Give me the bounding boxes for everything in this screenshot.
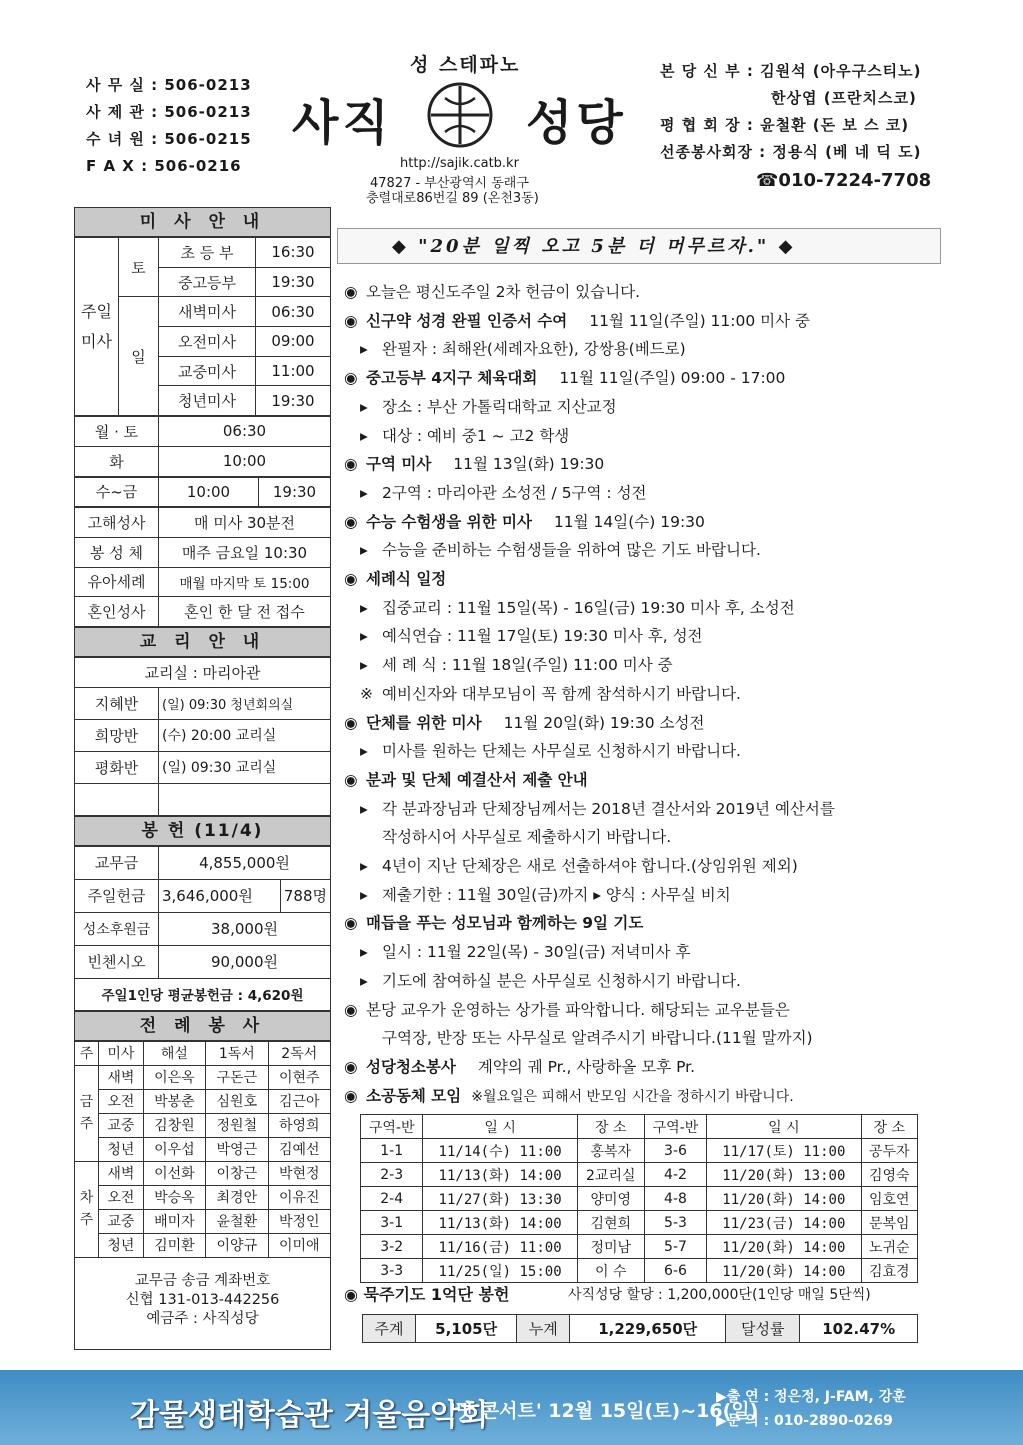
notice-item bbox=[344, 510, 705, 532]
notice-bullet: ▸ bbox=[360, 426, 368, 445]
notice-item bbox=[360, 682, 741, 704]
liturgy-cell: 박정인 bbox=[268, 1209, 330, 1233]
district-cell: 5-7 bbox=[644, 1235, 706, 1259]
liturgy-cell: 박현정 bbox=[268, 1161, 330, 1185]
address-line: 충렬대로86번길 89 (온천3동) bbox=[366, 191, 539, 206]
district-cell: 3-6 bbox=[644, 1139, 706, 1163]
contact-row: 사 제 관 : 506-0213 bbox=[86, 103, 252, 121]
notice-detail: 11월 20일(화) 19:30 소성전 bbox=[503, 713, 705, 732]
notice-text: 대상 : 예비 중1 ~ 고2 학생 bbox=[382, 426, 570, 445]
notice-bullet: ◉ bbox=[344, 455, 358, 474]
banner-contact: ▶문 의 : 010-2890-0269 bbox=[716, 1413, 893, 1429]
liturgy-table bbox=[74, 1041, 331, 1258]
liturgy-cell: 이유진 bbox=[268, 1185, 330, 1209]
liturgy-cell: 심원호 bbox=[206, 1089, 268, 1113]
liturgy-cell: 정원철 bbox=[206, 1113, 268, 1137]
notice-text: 일시 : 11월 22일(목) - 30일(금) 저녁미사 후 bbox=[382, 943, 691, 962]
concert-banner[interactable] bbox=[0, 1370, 1023, 1445]
phone-number: ☎010-7224-7708 bbox=[756, 170, 932, 191]
rosary-cell: 102.47% bbox=[800, 1315, 918, 1343]
rosary-cell: 누계 bbox=[517, 1315, 570, 1343]
notice-bullet: ▸ bbox=[360, 541, 368, 560]
mass-name: 중고등부 bbox=[159, 267, 256, 297]
offering-type: 성소후원금 bbox=[75, 912, 159, 945]
catechism-title: 교 리 안 내 bbox=[74, 627, 331, 657]
account-line: 예금주 : 사직성당 bbox=[146, 1310, 259, 1327]
sacrament: 혼인성사 bbox=[75, 597, 159, 627]
liturgy-cell: 청년 bbox=[99, 1137, 144, 1161]
weekday: 수~금 bbox=[75, 477, 159, 507]
district-cell: 문복임 bbox=[861, 1211, 917, 1235]
notice-item bbox=[344, 768, 588, 790]
district-head: 장 소 bbox=[861, 1115, 917, 1139]
liturgy-cell: 이은옥 bbox=[143, 1065, 205, 1089]
catechism-table bbox=[74, 657, 331, 816]
notice-item bbox=[344, 711, 704, 733]
contact-row: F A X : 506-0216 bbox=[86, 157, 242, 175]
notice-text: 각 분과장님과 단체장님께서는 2018년 결산서와 2019년 예산서를 bbox=[382, 799, 835, 818]
notice-item bbox=[360, 424, 569, 446]
notice-item bbox=[344, 309, 810, 331]
district-cell: 11/16(금) 11:00 bbox=[423, 1235, 577, 1259]
week-label: 금주 bbox=[75, 1065, 99, 1161]
district-head: 구역-반 bbox=[361, 1115, 423, 1139]
offering-type: 주일헌금 bbox=[75, 879, 159, 912]
liturgy-cell: 교중 bbox=[99, 1113, 144, 1137]
notice-detail: 11월 14일(수) 19:30 bbox=[553, 512, 705, 531]
notice-bullet: ◉ bbox=[344, 570, 358, 588]
district-cell: 이 수 bbox=[577, 1259, 644, 1283]
liturgy-cell: 박봉춘 bbox=[143, 1089, 205, 1113]
offering-title: 봉 헌 (11/4) bbox=[74, 816, 331, 846]
district-cell: 2-4 bbox=[361, 1187, 423, 1211]
notice-text: 매듭을 푸는 성모님과 함께하는 9일 기도 bbox=[366, 914, 644, 933]
mass-name: 새벽미사 bbox=[159, 297, 256, 327]
notice-item bbox=[344, 911, 643, 933]
notice-item bbox=[344, 567, 446, 589]
mass-time: 11:00 bbox=[255, 356, 330, 386]
church-url[interactable]: http://sajik.catb.kr bbox=[400, 156, 519, 171]
district-cell: 11/25(일) 15:00 bbox=[423, 1259, 577, 1283]
mass-time: 19:30 bbox=[255, 267, 330, 297]
district-cell: 3-3 bbox=[361, 1259, 423, 1283]
notice-detail: 계약의 궤 Pr., 사랑하올 모후 Pr. bbox=[477, 1057, 696, 1076]
notice-bullet: ▸ bbox=[360, 742, 368, 761]
mass-name: 초 등 부 bbox=[159, 238, 256, 268]
notice-bullet: ◉ bbox=[344, 311, 358, 330]
mass-name: 교중미사 bbox=[159, 356, 256, 386]
liturgy-cell: 하영희 bbox=[268, 1113, 330, 1137]
mass-title: 미 사 안 내 bbox=[74, 207, 331, 237]
offering-average: 주일1인당 평균봉헌금 : 4,620원 bbox=[75, 978, 331, 1010]
liturgy-cell: 오전 bbox=[99, 1185, 144, 1209]
notice-text: 성당청소봉사 bbox=[366, 1057, 456, 1076]
notice-bullet: ▸ bbox=[360, 971, 368, 990]
sunday-mass-label: 주일미사 bbox=[75, 238, 119, 416]
weekday-table bbox=[74, 477, 331, 508]
week-label: 차주 bbox=[75, 1161, 99, 1257]
notice-text: 4년이 지난 단체장은 새로 선출하셔야 합니다.(상임위원 제외) bbox=[382, 857, 798, 875]
notice-bullet: ▸ bbox=[360, 885, 368, 904]
notice-bullet: ▸ bbox=[360, 598, 368, 617]
district-cell: 김현희 bbox=[577, 1211, 644, 1235]
notice-item bbox=[360, 825, 671, 847]
liturgy-cell: 배미자 bbox=[143, 1209, 205, 1233]
notice-bullet: ◉ bbox=[344, 283, 358, 301]
district-cell: 임호연 bbox=[861, 1187, 917, 1211]
class-name: 평화반 bbox=[75, 751, 159, 783]
notice-item bbox=[344, 1055, 695, 1077]
notice-text: 수능을 준비하는 수험생들을 위하여 많은 기도 바랍니다. bbox=[382, 541, 761, 560]
liturgy-cell: 청년 bbox=[99, 1233, 144, 1257]
liturgy-cell: 구돈근 bbox=[206, 1065, 268, 1089]
liturgy-cell: 교중 bbox=[99, 1209, 144, 1233]
notice-item bbox=[360, 854, 798, 876]
district-cell: 4-2 bbox=[644, 1163, 706, 1187]
district-cell: 3-2 bbox=[361, 1235, 423, 1259]
district-cell: 홍복자 bbox=[577, 1139, 644, 1163]
rosary-cell: 1,229,650단 bbox=[570, 1315, 726, 1343]
liturgy-head: 주 bbox=[75, 1041, 99, 1065]
district-cell: 11/23(금) 14:00 bbox=[707, 1211, 861, 1235]
notice-bullet: ◉ bbox=[344, 512, 358, 531]
notice-text: 집중교리 : 11월 15일(목) - 16일(금) 19:30 미사 후, 소성전 bbox=[382, 598, 795, 617]
notice-text: 구역장, 반장 또는 사무실로 알려주시기 바랍니다.(11월 말까지) bbox=[382, 1029, 813, 1048]
class-empty bbox=[75, 783, 159, 815]
liturgy-cell: 이창근 bbox=[206, 1161, 268, 1185]
rosary-note: 사직성당 할당 : 1,200,000단(1인당 매일 5단씩) bbox=[568, 1287, 871, 1303]
account-box bbox=[74, 1258, 331, 1350]
district-cell: 4-8 bbox=[644, 1187, 706, 1211]
notice-item bbox=[360, 395, 617, 417]
liturgy-cell: 새벽 bbox=[99, 1065, 144, 1089]
liturgy-title: 전 례 봉 사 bbox=[74, 1011, 331, 1041]
notice-text: 기도에 참여하실 분은 사무실로 신청하시기 바랍니다. bbox=[382, 971, 741, 990]
district-cell: 6-6 bbox=[644, 1259, 706, 1283]
district-cell: 11/20(화) 14:00 bbox=[707, 1187, 861, 1211]
staff-row: 본 당 신 부 : 김원석 (아우구스티노) bbox=[660, 62, 922, 80]
notice-item bbox=[360, 940, 690, 962]
liturgy-cell: 김미환 bbox=[143, 1233, 205, 1257]
district-cell: 5-3 bbox=[644, 1211, 706, 1235]
notice-text: 신구약 성경 완필 인증서 수여 bbox=[366, 311, 568, 330]
liturgy-cell: 오전 bbox=[99, 1089, 144, 1113]
notice-text: 2구역 : 마리아관 소성전 / 5구역 : 성전 bbox=[382, 483, 647, 502]
notice-bullet: ▸ bbox=[360, 483, 368, 502]
district-cell: 11/13(화) 14:00 bbox=[423, 1163, 577, 1187]
notice-bullet: ◉ bbox=[344, 770, 358, 789]
liturgy-cell: 김예선 bbox=[268, 1137, 330, 1161]
notice-bullet: ◉ bbox=[344, 914, 358, 933]
notice-bullet: ※ bbox=[360, 684, 373, 703]
offering-count: 788명 bbox=[280, 879, 330, 912]
district-head: 구역-반 bbox=[644, 1115, 706, 1139]
liturgy-head: 미사 bbox=[99, 1041, 144, 1065]
staff-row: 평 협 회 장 : 윤철환 (돈 보 스 코) bbox=[660, 116, 910, 134]
notice-item bbox=[360, 624, 703, 646]
liturgy-cell: 이우섭 bbox=[143, 1137, 205, 1161]
sacrament-table bbox=[74, 507, 331, 627]
district-cell: 11/27(화) 13:30 bbox=[423, 1187, 577, 1211]
liturgy-cell: 박영근 bbox=[206, 1137, 268, 1161]
banner-subtitle: '맛 콘서트' 12월 15일(토)~16(일) bbox=[450, 1400, 759, 1422]
church-title-right: 성당 bbox=[526, 95, 627, 151]
notice-item bbox=[360, 739, 741, 761]
contacts bbox=[86, 72, 286, 180]
weekday: 월 · 토 bbox=[75, 417, 159, 447]
district-head: 일 시 bbox=[423, 1115, 577, 1139]
sacrament-info: 혼인 한 달 전 접수 bbox=[159, 597, 331, 627]
weekday-time: 06:30 bbox=[159, 417, 331, 447]
sacrament: 유아세례 bbox=[75, 567, 159, 597]
district-cell: 3-1 bbox=[361, 1211, 423, 1235]
notice-item bbox=[360, 797, 835, 819]
church-title-left: 사직 bbox=[292, 95, 393, 151]
notice-item bbox=[344, 452, 604, 474]
headline: ◆ "20분 일찍 오고 5분 더 머무르자." ◆ bbox=[392, 236, 796, 257]
patron-name: 성 스테파노 bbox=[410, 54, 521, 76]
staff-row: 한상엽 (프란치스코) bbox=[771, 89, 917, 107]
district-cell: 2교리실 bbox=[577, 1163, 644, 1187]
notice-item bbox=[344, 998, 790, 1020]
district-cell: 11/20(화) 14:00 bbox=[707, 1259, 861, 1283]
liturgy-cell: 이미애 bbox=[268, 1233, 330, 1257]
notice-item bbox=[344, 280, 640, 302]
liturgy-head: 1독서 bbox=[206, 1041, 268, 1065]
sat-label: 토 bbox=[119, 238, 159, 297]
notice-text: 완필자 : 최해완(세례자요한), 강쌍용(베드로) bbox=[382, 340, 686, 359]
notice-bullet: ◉ bbox=[344, 713, 358, 732]
district-head: 장 소 bbox=[577, 1115, 644, 1139]
notice-text: 제출기한 : 11월 30일(금)까지 ▸ 양식 : 사무실 비치 bbox=[382, 885, 731, 904]
staff-row: 선종봉사회장 : 정용식 (베 네 딕 도) bbox=[660, 143, 922, 161]
notice-bullet: ◉ bbox=[344, 369, 358, 388]
mass-time: 09:00 bbox=[255, 327, 330, 357]
district-cell: 2-3 bbox=[361, 1163, 423, 1187]
notice-item bbox=[360, 481, 647, 503]
sidebar bbox=[74, 207, 331, 1350]
notice-text: 장소 : 부산 가톨릭대학교 지산교정 bbox=[382, 397, 617, 416]
rosary-cell: 5,105단 bbox=[415, 1315, 516, 1343]
class-name: 희망반 bbox=[75, 719, 159, 751]
notice-item bbox=[360, 653, 673, 675]
notice-text: 중고등부 4지구 체육대회 bbox=[366, 369, 538, 388]
notice-detail: 11월 11일(주일) 09:00 - 17:00 bbox=[559, 369, 786, 388]
rosary-title: ◉ 묵주기도 1억단 봉헌 bbox=[344, 1285, 510, 1304]
sacrament: 고해성사 bbox=[75, 508, 159, 538]
catechism-room: 교리실 : 마리아관 bbox=[75, 657, 331, 687]
notice-text: 미사를 원하는 단체는 사무실로 신청하시기 바랍니다. bbox=[382, 742, 741, 761]
mass-time: 06:30 bbox=[255, 297, 330, 327]
liturgy-cell: 최경안 bbox=[206, 1185, 268, 1209]
district-cell: 11/13(화) 14:00 bbox=[423, 1211, 577, 1235]
notice-text: 세 례 식 : 11월 18일(주일) 11:00 미사 중 bbox=[382, 656, 673, 675]
notice-bullet: ▸ bbox=[360, 397, 368, 416]
rosary-cell: 주계 bbox=[363, 1315, 416, 1343]
offering-amount: 38,000원 bbox=[159, 912, 331, 945]
sacrament-info: 매주 금요일 10:30 bbox=[159, 537, 331, 567]
district-cell: 노귀순 bbox=[861, 1235, 917, 1259]
offering-type: 빈첸시오 bbox=[75, 945, 159, 978]
district-cell: 11/14(수) 11:00 bbox=[423, 1139, 577, 1163]
liturgy-cell: 박승옥 bbox=[143, 1185, 205, 1209]
offering-amount: 3,646,000원 bbox=[159, 879, 281, 912]
notice-bullet: ▸ bbox=[360, 943, 368, 962]
rosary-table bbox=[362, 1314, 918, 1343]
liturgy-cell: 김창원 bbox=[143, 1113, 205, 1137]
notice-text: 예비신자와 대부모님이 꼭 함께 참석하시기 바랍니다. bbox=[382, 684, 741, 703]
address-line: 47827 - 부산광역시 동래구 bbox=[370, 176, 529, 191]
district-cell: 정미남 bbox=[577, 1235, 644, 1259]
account-line: 신협 131-013-442256 bbox=[125, 1291, 280, 1308]
notice-text: 예식연습 : 11월 17일(토) 19:30 미사 후, 성전 bbox=[382, 627, 703, 646]
mass-time: 19:30 bbox=[255, 386, 330, 416]
notice-text: 소공동체 모임 bbox=[366, 1086, 462, 1105]
notice-bullet: ▸ bbox=[360, 627, 368, 646]
weekday-table bbox=[74, 416, 331, 476]
notice-item bbox=[344, 366, 785, 388]
district-cell: 공두자 bbox=[861, 1139, 917, 1163]
liturgy-cell: 윤철환 bbox=[206, 1209, 268, 1233]
offering-amount: 4,855,000원 bbox=[159, 846, 331, 879]
offering-type: 교무금 bbox=[75, 846, 159, 879]
liturgy-cell: 김근아 bbox=[268, 1089, 330, 1113]
liturgy-head: 2독서 bbox=[268, 1041, 330, 1065]
class-name: 지혜반 bbox=[75, 687, 159, 719]
notice-bullet: ◉ bbox=[344, 1057, 358, 1076]
mass-table bbox=[74, 237, 331, 416]
class-info: (일) 09:30 교리실 bbox=[159, 751, 331, 783]
weekday-time: 10:00 bbox=[159, 477, 259, 507]
district-head: 일 시 bbox=[707, 1115, 861, 1139]
notice-bullet: ◉ bbox=[344, 1000, 358, 1019]
district-cell: 김영숙 bbox=[861, 1163, 917, 1187]
district-cell: 11/20(화) 13:00 bbox=[707, 1163, 861, 1187]
notice-item bbox=[360, 538, 761, 560]
weekday: 화 bbox=[75, 446, 159, 476]
contact-row: 사 무 실 : 506-0213 bbox=[86, 76, 252, 94]
notice-detail: 11월 13일(화) 19:30 bbox=[453, 455, 605, 474]
notice-bullet: ◉ bbox=[344, 1086, 358, 1105]
church-logo-icon bbox=[425, 80, 495, 150]
class-empty bbox=[159, 783, 331, 815]
notice-item bbox=[344, 1084, 794, 1106]
class-info: (수) 20:00 교리실 bbox=[159, 719, 331, 751]
notice-text: 세례식 일정 bbox=[366, 570, 447, 588]
notice-item bbox=[360, 337, 686, 359]
district-table bbox=[360, 1114, 918, 1283]
notice-item bbox=[360, 596, 795, 618]
sacrament-info: 매 미사 30분전 bbox=[159, 508, 331, 538]
rosary-cell: 달성률 bbox=[726, 1315, 800, 1343]
offering-amount: 90,000원 bbox=[159, 945, 331, 978]
notice-item bbox=[360, 969, 741, 991]
notice-text: 작성하시어 사무실로 제출하시기 바랍니다. bbox=[382, 828, 672, 847]
liturgy-cell: 이선화 bbox=[143, 1161, 205, 1185]
notice-text: 오늘은 평신도주일 2차 헌금이 있습니다. bbox=[366, 283, 641, 301]
district-cell: 11/17(토) 11:00 bbox=[707, 1139, 861, 1163]
weekday-time: 19:30 bbox=[259, 477, 331, 507]
offering-table bbox=[74, 846, 331, 1011]
mass-time: 16:30 bbox=[255, 238, 330, 268]
mass-name: 오전미사 bbox=[159, 327, 256, 357]
class-info: (일) 09:30 청년회의실 bbox=[159, 687, 331, 719]
district-cell: 김효경 bbox=[861, 1259, 917, 1283]
notice-bullet: ▸ bbox=[360, 857, 368, 875]
notice-detail: ※월요일은 피해서 반모임 시간을 정하시기 바랍니다. bbox=[471, 1088, 794, 1105]
district-cell: 11/20(화) 14:00 bbox=[707, 1235, 861, 1259]
mass-name: 청년미사 bbox=[159, 386, 256, 416]
sun-label: 일 bbox=[119, 297, 159, 416]
notice-text: 수능 수험생을 위한 미사 bbox=[366, 512, 532, 531]
district-cell: 1-1 bbox=[361, 1139, 423, 1163]
notice-bullet: ▸ bbox=[360, 340, 368, 359]
notice-bullet: ▸ bbox=[360, 799, 368, 818]
sacrament-info: 매월 마지막 토 15:00 bbox=[159, 567, 331, 597]
liturgy-cell: 새벽 bbox=[99, 1161, 144, 1185]
notice-text: 단체를 위한 미사 bbox=[366, 713, 482, 732]
district-cell: 양미영 bbox=[577, 1187, 644, 1211]
notice-text: 본당 교우가 운영하는 상가를 파악합니다. 해당되는 교우분들은 bbox=[366, 1000, 790, 1019]
staff-list bbox=[660, 58, 940, 166]
weekday-time: 10:00 bbox=[159, 446, 331, 476]
notice-item bbox=[360, 1026, 813, 1048]
liturgy-head: 해설 bbox=[143, 1041, 205, 1065]
banner-title: 감물생태학습관 겨울음악회 bbox=[130, 1398, 489, 1433]
notice-detail: 11월 11일(주일) 11:00 미사 중 bbox=[589, 311, 810, 330]
notice-text: 분과 및 단체 예결산서 제출 안내 bbox=[366, 770, 588, 789]
account-line: 교무금 송금 계좌번호 bbox=[134, 1272, 271, 1289]
notice-text: 구역 미사 bbox=[366, 455, 432, 474]
notice-bullet: ▸ bbox=[360, 656, 368, 675]
sacrament: 봉 성 체 bbox=[75, 537, 159, 567]
banner-performers: ▶출 연 : 정은정, J-FAM, 강훈 bbox=[716, 1389, 906, 1405]
contact-row: 수 녀 원 : 506-0215 bbox=[86, 130, 252, 148]
notice-item bbox=[360, 883, 731, 905]
liturgy-cell: 이양규 bbox=[206, 1233, 268, 1257]
liturgy-cell: 이현주 bbox=[268, 1065, 330, 1089]
